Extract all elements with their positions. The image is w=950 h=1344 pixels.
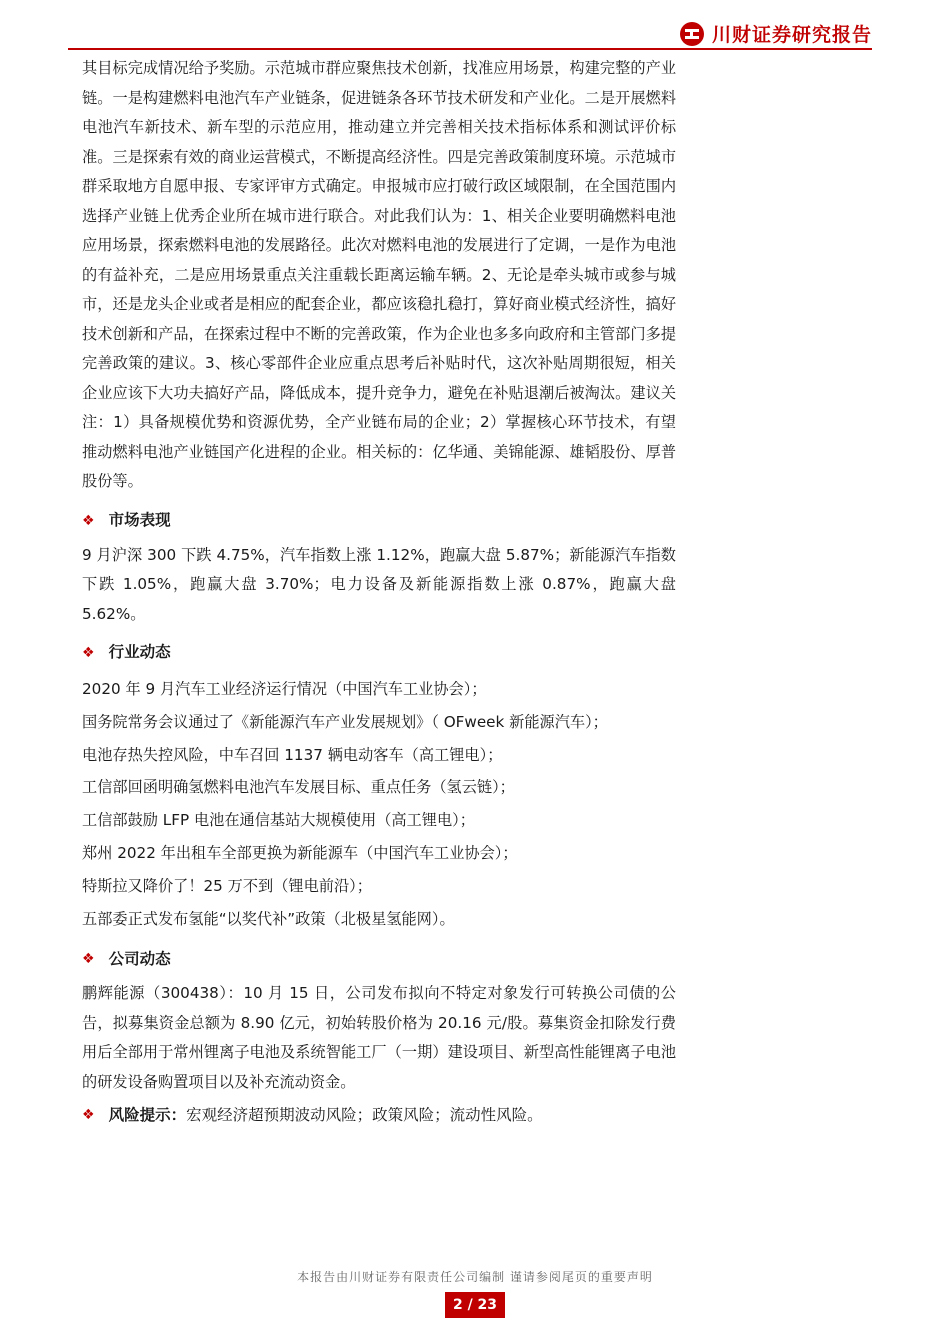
list-item: 郑州 2022 年出租车全部更换为新能源车（中国汽车工业协会）； (82, 843, 518, 862)
diamond-bullet-icon: ❖ (82, 512, 95, 529)
industry-news-list (82, 673, 676, 935)
risk-label: 风险提示： (108, 1105, 187, 1124)
list-item: 国务院常务会议通过了《新能源汽车产业发展规划》（ OFweek 新能源汽车）； (82, 712, 608, 731)
company-paragraph: 鹏辉能源（300438）：10 月 15 日，公司发布拟向不特定对象发行可转换公司债的公告，拟募集资金总额为 8.90 亿元，初始转股价格为 20.16 元/股。募集资金扣除发行费用后全部用于常州锂离子电池及系统智能工厂（一期）建设项目、新型高性能锂离子电池的研发设备购置项目以及补充流动资金。 (82, 984, 676, 1091)
risk-text: 宏观经济超预期波动风险；政策风险；流动性风险。 (186, 1105, 543, 1124)
header-divider (68, 48, 872, 50)
company-logo-icon (680, 22, 704, 46)
diamond-bullet-icon: ❖ (82, 1107, 95, 1124)
list-item: 电池存热失控风险，中车召回 1137 辆电动客车（高工锂电）； (82, 745, 503, 764)
brand-title: 川财证券研究报告 (711, 24, 872, 46)
list-item: 2020 年 9 月汽车工业经济运行情况（中国汽车工业协会）； (82, 680, 487, 698)
intro-paragraph: 其目标完成情况给予奖励。示范城市群应聚焦技术创新，找准应用场景，构建完整的产业链。一是构建燃料电池汽车产业链条，促进链条各环节技术研发和产业化。二是开展燃料电池汽车新技术、新车型的示范应用，推动建立并完善相关技术指标体系和测试评价标准。三是探索有效的商业运营模式，不断提高经济性。四是完善政策制度环境。示范城市群采取地方自愿申报、专家评审方式确定。申报城市应打破行政区域限制，在全国范围内选择产业链上优秀企业所在城市进行联合。对此我们认为：1、相关企业要明确燃料电池应用场景，探索燃料电池的发展路径。此次对燃料电池的发展进行了定调，一是作为电池的有益补充，二是应用场景重点关注重载长距离运输车辆。2、无论是牵头城市或参与城市，还是龙头企业或者是相应的配套企业，都应该稳扎稳打，算好商业模式经济性，搞好技术创新和产品，在探索过程中不断的完善政策，作为企业也多多向政府和主管部门多提完善政策的建议。3、核心零部件企业应重点思考后补贴时代，这次补贴周期很短，相关企业应该下大功夫搞好产品，降低成本，提升竞争力，避免在补贴退潮后被淘汰。建议关注：1）具备规模优势和资源优势，全产业链布局的企业；2）掌握核心环节技术，有望推动燃料电池产业链国产化进程的企业。相关标的：亿华通、美锦能源、雄韬股份、厚普股份等。 (82, 59, 676, 490)
section-title-industry: 行业动态 (108, 643, 171, 662)
list-item: 工信部鼓励 LFP 电池在通信基站大规模使用（高工锂电）； (82, 811, 475, 830)
diamond-bullet-icon: ❖ (82, 645, 95, 661)
report-body (82, 54, 676, 1135)
section-industry (82, 641, 676, 665)
section-market (82, 509, 676, 533)
market-paragraph: 9 月沪深 300 下跌 4.75%，汽车指数上涨 1.12%，跑赢大盘 5.87%；新能源汽车指数下跌 1.05%，跑赢大盘 3.70%；电力设备及新能源指数上涨 0.87%，跑赢大盘 5.62%。 (82, 545, 676, 623)
section-risk (82, 1103, 676, 1127)
list-item: 五部委正式发布氢能“以奖代补”政策（北极星氢能网）。 (82, 909, 455, 928)
section-title-company: 公司动态 (108, 949, 171, 968)
footer-disclaimer: 本报告由川财证券有限责任公司编制 谨请参阅尾页的重要声明 (297, 1270, 653, 1284)
page-number: 2 / 23 (445, 1292, 505, 1318)
list-item: 工信部回函明确氢燃料电池汽车发展目标、重点任务（氢云链）； (82, 778, 515, 797)
section-company (82, 947, 676, 971)
section-title-market: 市场表现 (108, 510, 171, 529)
report-header-brand (680, 20, 872, 47)
diamond-bullet-icon: ❖ (82, 951, 95, 968)
list-item: 特斯拉又降价了！25 万不到（锂电前沿）； (82, 876, 372, 895)
